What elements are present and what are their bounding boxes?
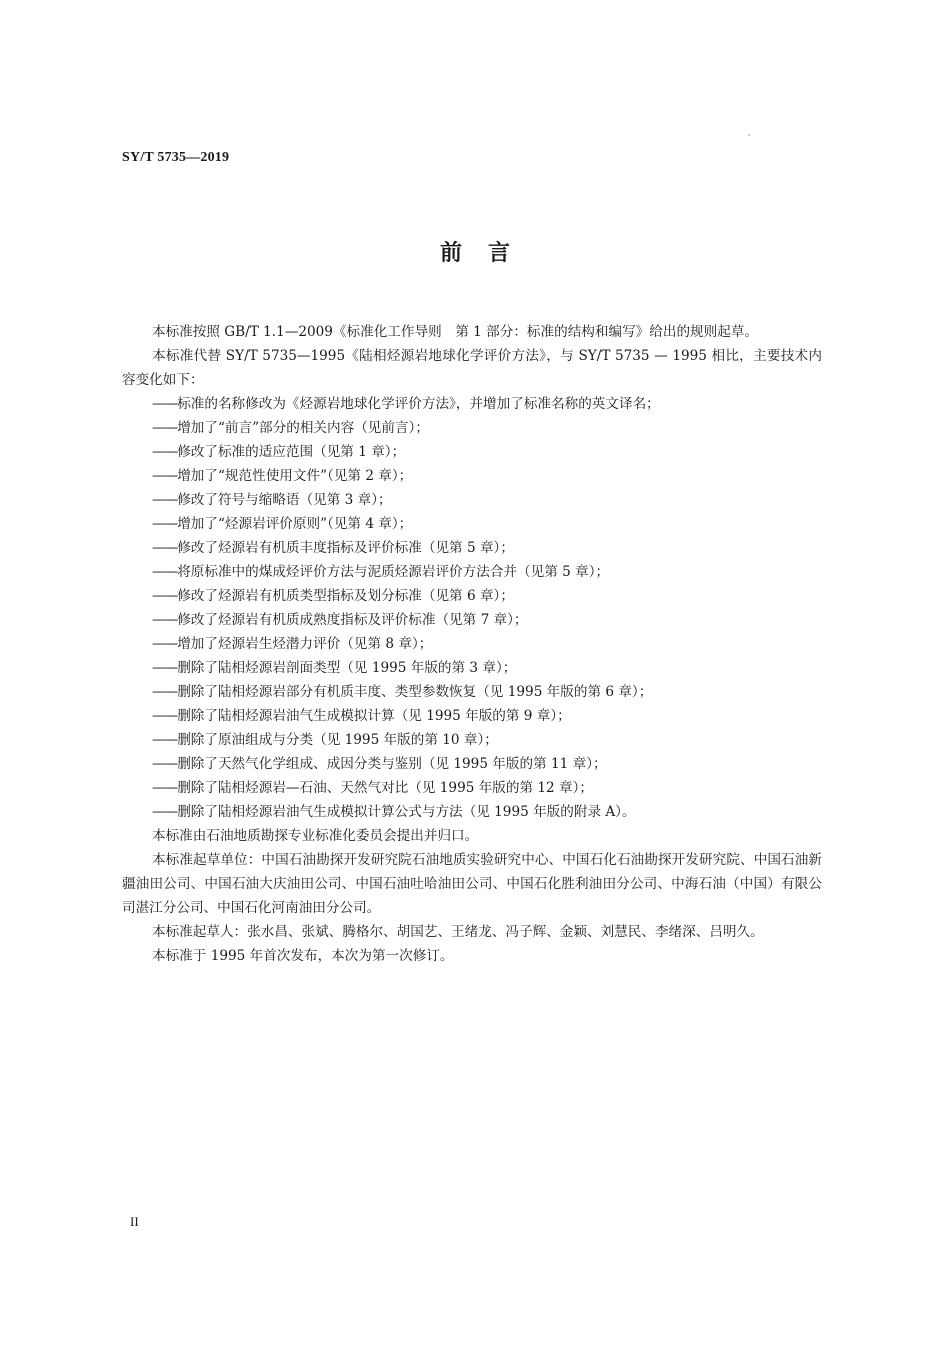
list-dash: —— bbox=[152, 444, 178, 460]
list-item bbox=[122, 752, 822, 776]
list-item-text: 标准的名称修改为《烃源岩地球化学评价方法》，并增加了标准名称的英文译名； bbox=[177, 396, 660, 412]
page-number: II bbox=[130, 1214, 139, 1229]
list-item bbox=[122, 464, 822, 488]
list-item bbox=[122, 536, 822, 560]
list-item bbox=[122, 440, 822, 464]
list-item bbox=[122, 680, 822, 704]
list-dash: —— bbox=[152, 780, 178, 796]
list-item bbox=[122, 560, 822, 584]
list-dash: —— bbox=[152, 612, 178, 628]
list-dash: —— bbox=[152, 732, 178, 748]
list-dash: —— bbox=[152, 396, 178, 412]
list-dash: —— bbox=[152, 540, 178, 556]
list-item bbox=[122, 608, 822, 632]
list-item-text: 修改了标准的适应范围（见第 1 章）； bbox=[177, 444, 406, 460]
document-body bbox=[122, 320, 822, 968]
list-item-text: 删除了陆相烃源岩—石油、天然气对比（见 1995 年版的第 12 章）； bbox=[177, 780, 593, 796]
list-item bbox=[122, 584, 822, 608]
list-dash: —— bbox=[152, 516, 178, 532]
list-item bbox=[122, 704, 822, 728]
list-item-text: 删除了陆相烃源岩剖面类型（见 1995 年版的第 3 章）； bbox=[177, 660, 517, 676]
list-dash: —— bbox=[152, 468, 178, 484]
paragraph-history: 本标准于 1995 年首次发布，本次为第一次修订。 bbox=[152, 948, 454, 964]
list-dash: —— bbox=[152, 684, 178, 700]
list-dash: —— bbox=[152, 708, 178, 724]
list-item-text: 删除了陆相烃源岩油气生成模拟计算公式与方法（见 1995 年版的附录 A）。 bbox=[177, 804, 636, 820]
list-dash: —— bbox=[152, 564, 178, 580]
list-item bbox=[122, 632, 822, 656]
list-item bbox=[122, 488, 822, 512]
list-item bbox=[122, 800, 822, 824]
list-item bbox=[122, 416, 822, 440]
list-item-text: 删除了天然气化学组成、成因分类与鉴别（见 1995 年版的第 11 章）； bbox=[177, 756, 607, 772]
list-item-text: 删除了原油组成与分类（见 1995 年版的第 10 章）； bbox=[177, 732, 498, 748]
list-item-text: 增加了“烃源岩评价原则”（见第 4 章）； bbox=[177, 516, 413, 532]
list-item bbox=[122, 656, 822, 680]
list-item-text: 修改了烃源岩有机质类型指标及划分标准（见第 6 章）； bbox=[177, 588, 514, 604]
scan-speck bbox=[748, 134, 750, 136]
paragraph-replaces: 本标准代替 SY/T 5735—1995《陆相烃源岩地球化学评价方法》，与 SY/T 5735 — 1995 相比，主要技术内容变化如下： bbox=[122, 348, 822, 388]
paragraph-drafting-rules: 本标准按照 GB/T 1.1—2009《标准化工作导则 第 1 部分：标准的结构和编写》给出的规则起草。 bbox=[152, 324, 759, 340]
list-item-text: 增加了“前言”部分的相关内容（见前言）； bbox=[177, 420, 429, 436]
list-dash: —— bbox=[152, 588, 178, 604]
list-dash: —— bbox=[152, 804, 178, 820]
list-dash: —— bbox=[152, 660, 178, 676]
list-dash: —— bbox=[152, 492, 178, 508]
list-item-text: 修改了烃源岩有机质丰度指标及评价标准（见第 5 章）； bbox=[177, 540, 514, 556]
page-title: 前言 bbox=[439, 241, 536, 266]
list-dash: —— bbox=[152, 636, 178, 652]
list-item bbox=[122, 728, 822, 752]
list-item bbox=[122, 392, 822, 416]
list-item-text: 增加了“规范性使用文件”（见第 2 章）； bbox=[177, 468, 413, 484]
list-dash: —— bbox=[152, 756, 178, 772]
list-item-text: 修改了符号与缩略语（见第 3 章）； bbox=[177, 492, 392, 508]
list-item-text: 删除了陆相烃源岩部分有机质丰度、类型参数恢复（见 1995 年版的第 6 章）； bbox=[177, 684, 653, 700]
list-item bbox=[122, 512, 822, 536]
standard-code: SY/T 5735—2019 bbox=[122, 150, 230, 165]
paragraph-drafting-units: 本标准起草单位：中国石油勘探开发研究院石油地质实验研究中心、中国石化石油勘探开发研究院、中国石油新疆油田公司、中国石油大庆油田公司、中国石油吐哈油田公司、中国石化胜利油田分公司、中海石油（中国）有限公司湛江分公司、中国石化河南油田分公司。 bbox=[122, 852, 822, 916]
paragraph-proposed-by: 本标准由石油地质勘探专业标准化委员会提出并归口。 bbox=[152, 828, 479, 844]
list-item-text: 将原标准中的煤成烃评价方法与泥质烃源岩评价方法合并（见第 5 章）； bbox=[177, 564, 610, 580]
list-item-text: 增加了烃源岩生烃潜力评价（见第 8 章）； bbox=[177, 636, 433, 652]
list-item-text: 修改了烃源岩有机质成熟度指标及评价标准（见第 7 章）； bbox=[177, 612, 528, 628]
list-item-text: 删除了陆相烃源岩油气生成模拟计算（见 1995 年版的第 9 章）； bbox=[177, 708, 571, 724]
list-dash: —— bbox=[152, 420, 178, 436]
paragraph-drafters: 本标准起草人：张水昌、张斌、腾格尔、胡国艺、王绪龙、冯子辉、金颖、刘慧民、李绪深、吕明久。 bbox=[152, 924, 764, 940]
changes-list bbox=[122, 392, 822, 824]
list-item bbox=[122, 776, 822, 800]
